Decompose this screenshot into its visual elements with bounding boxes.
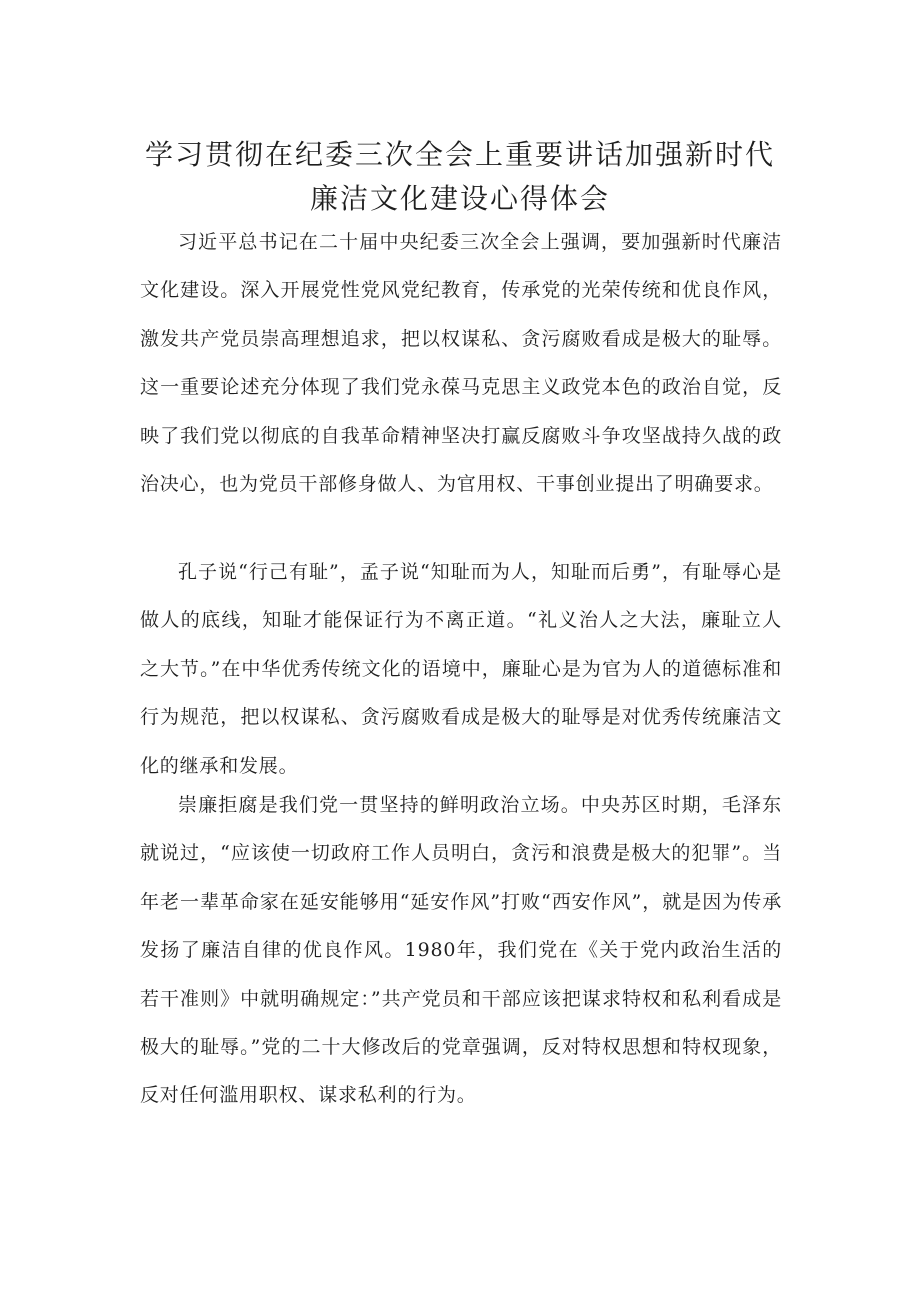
paragraph-1: 习近平总书记在二十届中央纪委三次全会上强调，要加强新时代廉洁文化建设。深入开展党性党风党纪教育，传承党的光荣传统和优良作风，激发共产党员崇高理想追求，把以权谋私、贪污腐败看成是极大的耻辱。这一重要论述充分体现了我们党永葆马克思主义政党本色的政治自觉，反映了我们党以彻底的自我革命精神坚决打赢反腐败斗争攻坚战持久战的政治决心，也为党员干部修身做人、为官用权、干事创业提出了明确要求。 — [140, 231, 782, 496]
paragraph-2: 孔子说“行己有耻”，孟子说“知耻而为人，知耻而后勇”，有耻辱心是做人的底线，知耻才能保证行为不离正道。“礼义治人之大法，廉耻立人之大节。”在中华优秀传统文化的语境中，廉耻心是为官为人的道德标准和行为规范，把以权谋私、贪污腐败看成是极大的耻辱是对优秀传统廉洁文化的继承和发展。 — [140, 561, 782, 777]
paragraph-3: 崇廉拒腐是我们党一贯坚持的鲜明政治立场。中央苏区时期，毛泽东就说过，“应该使一切政府工作人员明白，贪污和浪费是极大的犯罪”。当年老一辈革命家在延安能够用“延安作风”打败“西安作风”，就是因为传承发扬了廉洁自律的优良作风。1980年，我们党在《关于党内政治生活的若干准则》中就明确规定：”共产党员和干部应该把谋求特权和私利看成是极大的耻辱。”党的二十大修改后的党章强调，反对特权思想和特权现象，反对任何滥用职权、谋求私利的行为。 — [140, 794, 782, 1107]
document-title: 学习贯彻在纪委三次全会上重要讲话加强新时代廉洁文化建设心得体会 — [144, 138, 775, 215]
